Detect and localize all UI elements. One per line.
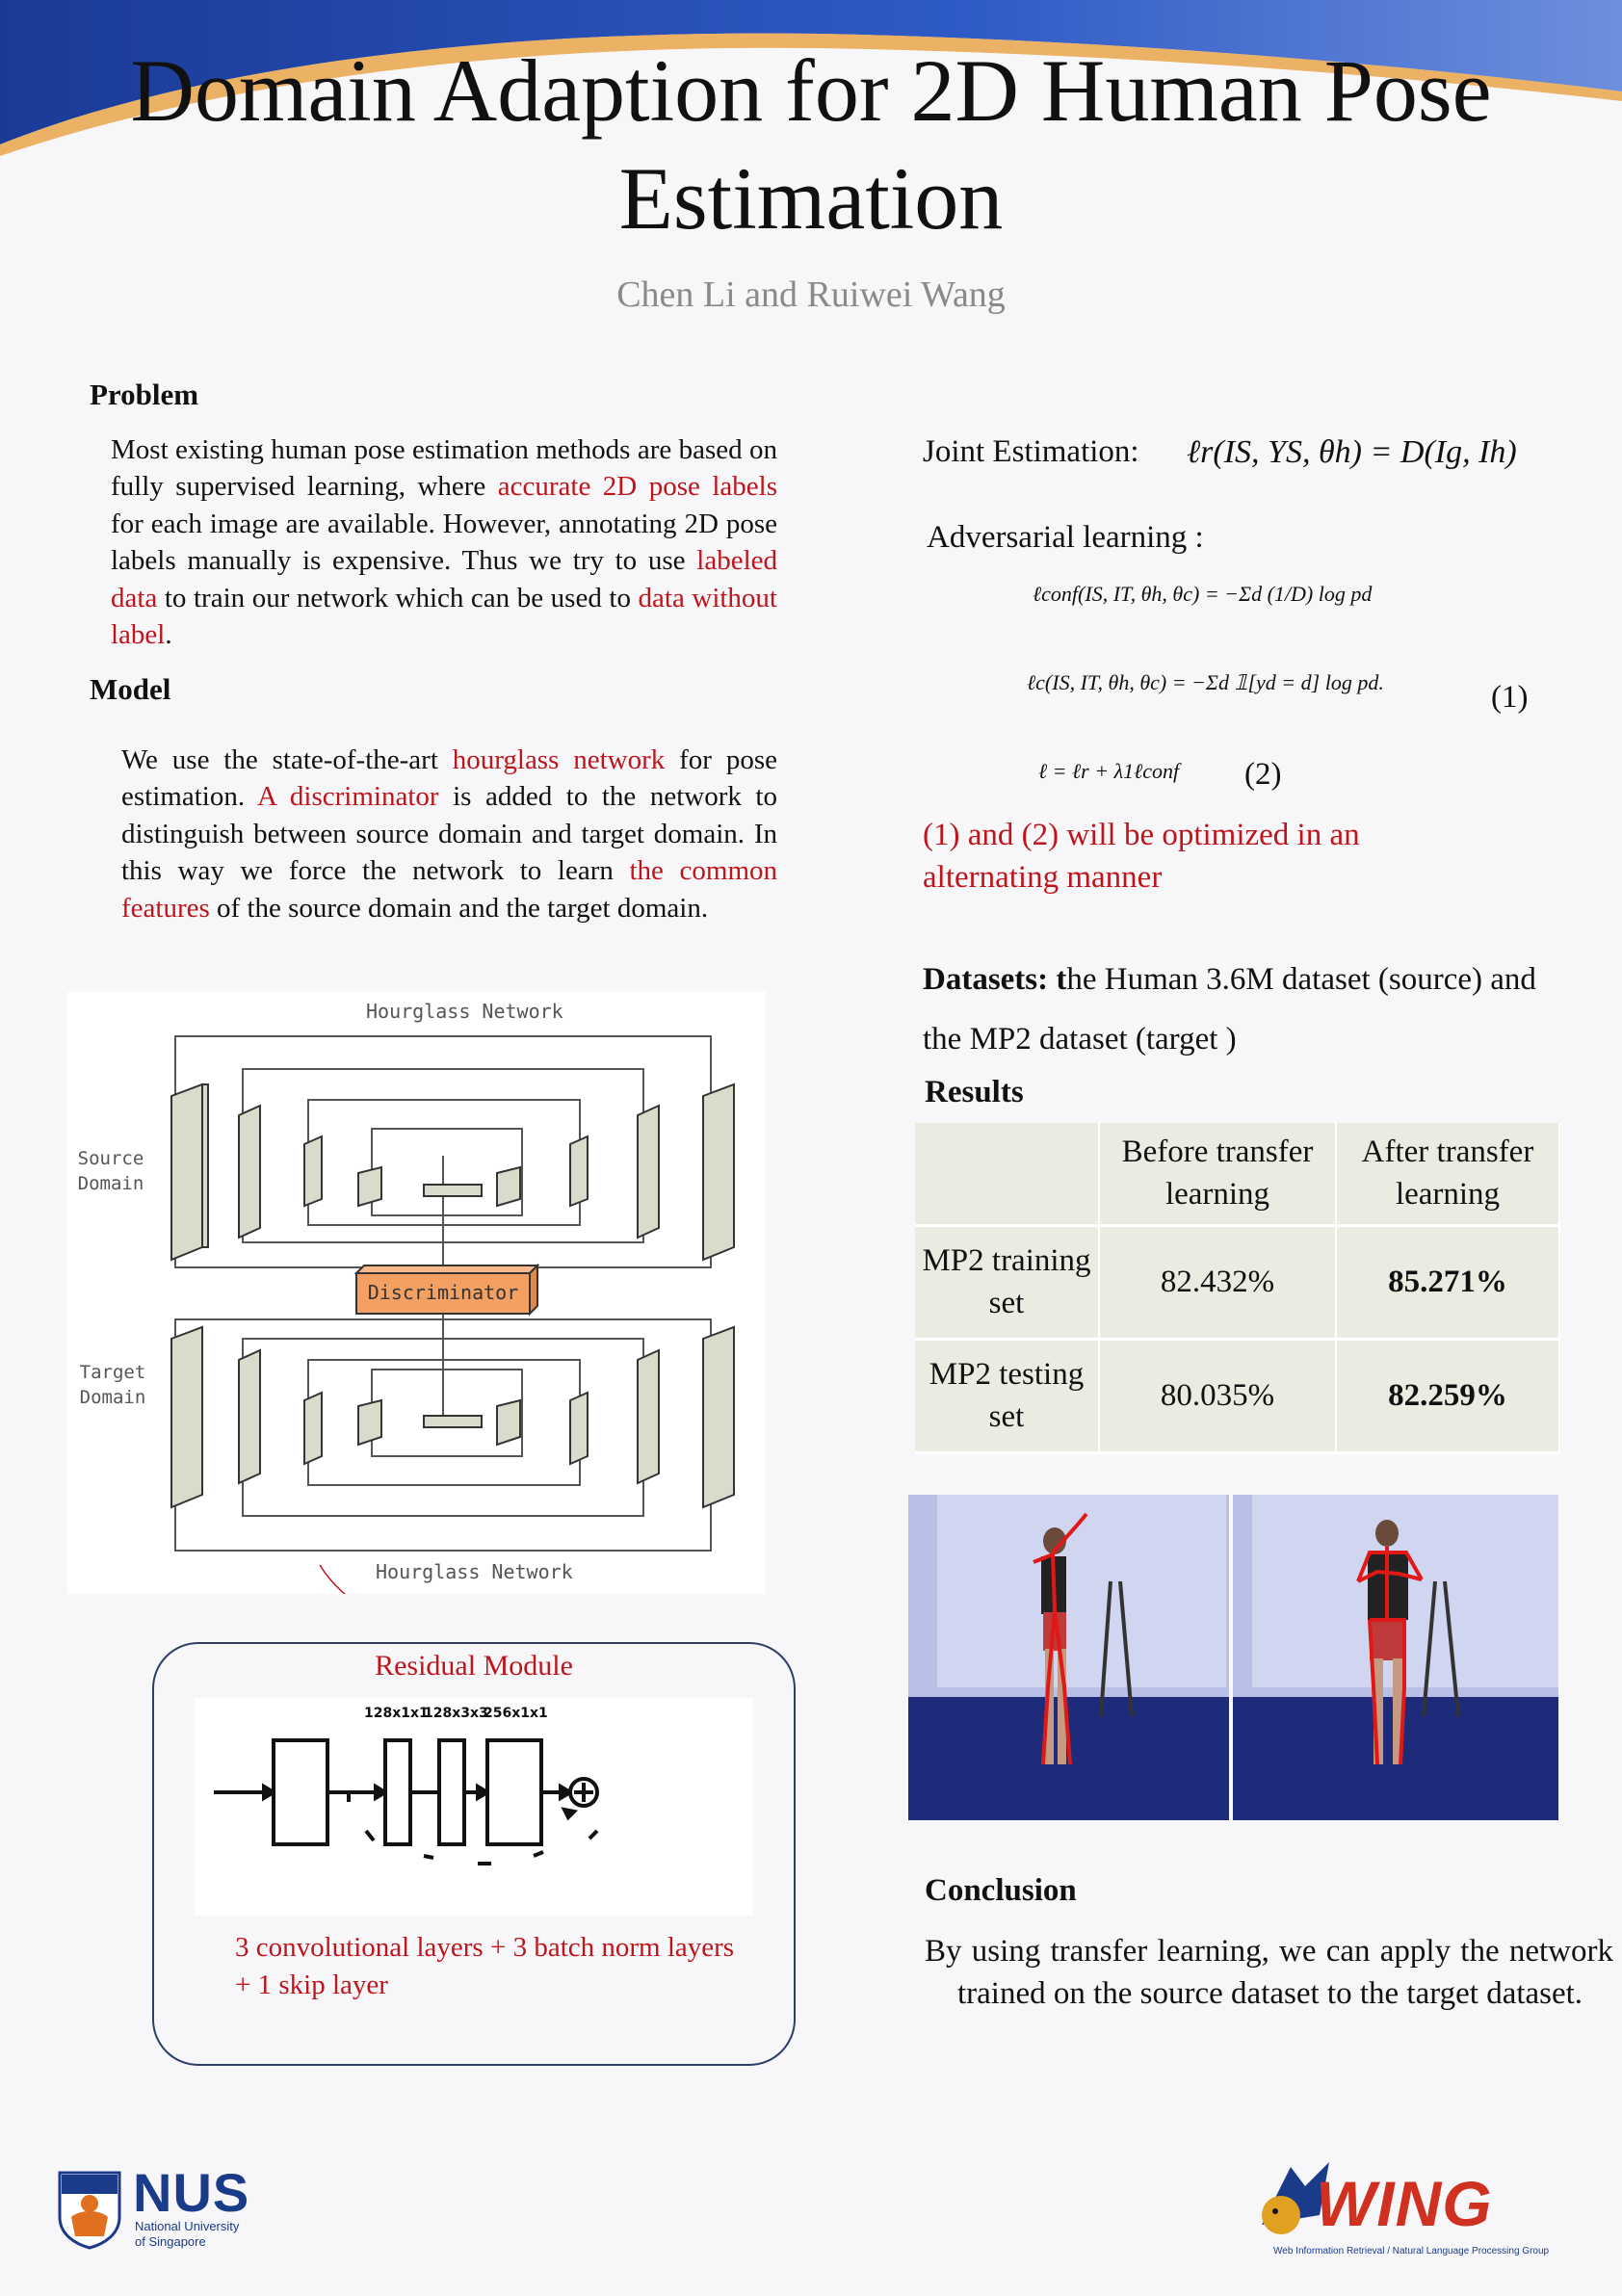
optimization-note: (1) and (2) will be optimized in an alternating manner xyxy=(923,818,1360,895)
table-cell: 85.271% xyxy=(1336,1225,1559,1339)
hourglass-diagram xyxy=(67,992,766,1594)
layer-label-3: 256x1x1 xyxy=(484,1706,548,1721)
table-cell: 82.259% xyxy=(1336,1339,1559,1452)
table-header-cell: Before transfer learning xyxy=(1099,1123,1336,1225)
table-row xyxy=(915,1339,1559,1452)
conclusion-heading: Conclusion xyxy=(925,1873,1077,1908)
hourglass-bottom-label: Hourglass Network xyxy=(376,1560,573,1583)
problem-highlight-2: labeled data xyxy=(111,545,777,613)
model-highlight-1: hourglass network xyxy=(452,744,666,775)
joint-estimation-eq: ℓr(IS, YS, θh) = D(Ig, Ih) xyxy=(1187,434,1517,470)
table-row xyxy=(915,1225,1559,1339)
poster-title: Domain Adaption for 2D Human Pose Estimation xyxy=(130,41,1492,248)
table-cell: MP2 training set xyxy=(915,1225,1099,1339)
discriminator-label: Discriminator xyxy=(367,1281,519,1304)
nus-logo xyxy=(56,2162,277,2252)
layer-label-1: 128x1x1 xyxy=(364,1706,429,1721)
nus-crest-icon xyxy=(56,2169,123,2250)
problem-highlight-1: accurate 2D pose labels xyxy=(497,471,777,503)
target-domain-label: Target Domain xyxy=(79,1362,146,1408)
pose-image-after xyxy=(1233,1495,1558,1820)
residual-diagram xyxy=(195,1698,753,1916)
model-text: We use the state-of-the-art hourglass network for pose estimation. A discriminator is added to the network to distinguish between source domain and target domain. In this way we force the network to learn the common features of the source domain and the target domain. xyxy=(121,744,777,924)
poster-authors: Chen Li and Ruiwei Wang xyxy=(616,274,1006,315)
datasets-text: Datasets: the Human 3.6M dataset (source) and the MP2 dataset (target ) xyxy=(923,962,1536,1057)
table-cell: 82.432% xyxy=(1099,1225,1336,1339)
results-table-wrap xyxy=(915,1123,1560,1454)
wing-logo xyxy=(1252,2157,1551,2263)
results-heading: Results xyxy=(925,1075,1024,1109)
total-loss-eq: ℓ = ℓr + λ1ℓconf xyxy=(1038,759,1180,783)
problem-text: Most existing human pose estimation methods are based on fully supervised learning, where accurate 2D pose labels for each image are available. However, annotating 2D pose labels manually is expensive. Thus we try to use labeled data to train our network which can be used to data without label. xyxy=(111,434,777,651)
model-highlight-3: the common features xyxy=(121,855,777,924)
wing-subtitle: Web Information Retrieval / Natural Language Processing Group xyxy=(1273,2246,1550,2257)
table-cell: 80.035% xyxy=(1099,1339,1336,1452)
layer-label-2: 128x3x3 xyxy=(424,1706,488,1721)
model-heading: Model xyxy=(90,672,171,706)
problem-heading: Problem xyxy=(90,378,199,411)
model-highlight-2: A discriminator xyxy=(257,781,439,813)
wing-wordmark: WING xyxy=(1316,2168,1493,2239)
residual-module-panel xyxy=(152,1642,796,2066)
adversarial-label: Adversarial learning : xyxy=(927,520,1204,555)
table-cell: MP2 testing set xyxy=(915,1339,1099,1452)
hourglass-top-label: Hourglass Network xyxy=(366,1000,563,1023)
nus-subtitle-1: National University xyxy=(135,2219,240,2233)
residual-title: Residual Module xyxy=(375,1650,573,1682)
problem-highlight-3: data without label xyxy=(111,582,777,651)
residual-caption: 3 convolutional layers + 3 batch norm layers + 1 skip layer xyxy=(235,1932,735,2000)
pose-image-before xyxy=(908,1495,1229,1820)
table-header-cell xyxy=(915,1123,1099,1225)
nus-subtitle-2: of Singapore xyxy=(135,2234,206,2249)
table-header-cell: After transfer learning xyxy=(1336,1123,1559,1225)
nus-wordmark: NUS xyxy=(133,2162,250,2223)
source-domain-label: Source Domain xyxy=(77,1148,144,1194)
results-table xyxy=(915,1123,1560,1454)
eq2-number: (2) xyxy=(1244,757,1282,792)
c-loss-eq: ℓc(IS, IT, θh, θc) = −Σd 𝟙[yd = d] log pd. xyxy=(1027,670,1384,694)
conf-loss-eq: ℓconf(IS, IT, θh, θc) = −Σd (1/D) log pd xyxy=(1033,582,1373,606)
table-header-row xyxy=(915,1123,1559,1225)
joint-estimation-label: Joint Estimation: xyxy=(923,434,1139,469)
eq1-number: (1) xyxy=(1491,680,1529,715)
conclusion-text: By using transfer learning, we can apply the network trained on the source dataset to the target dataset. xyxy=(925,1934,1613,2011)
